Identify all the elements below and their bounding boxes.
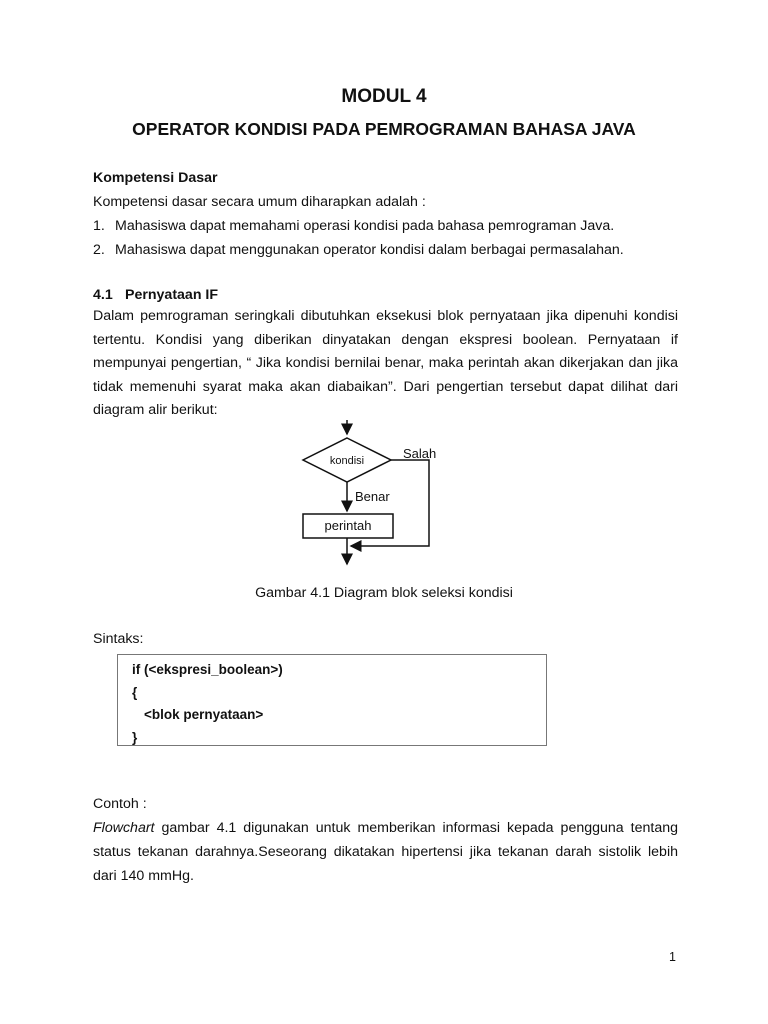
code-line: { (132, 684, 138, 700)
action-label: perintah (324, 518, 372, 533)
syntax-label: Sintaks: (93, 631, 144, 647)
page-number: 1 (669, 950, 676, 964)
module-title: MODUL 4 (341, 86, 427, 107)
code-line: } (132, 729, 138, 745)
true-label: Benar (355, 489, 390, 504)
competence-list (93, 214, 678, 262)
code-line: if (<ekspresi_boolean>) (132, 662, 283, 677)
flowchart-diagram (295, 418, 475, 568)
list-item (93, 214, 678, 238)
example-italic-word: Flowchart (93, 820, 155, 836)
syntax-code-box (117, 654, 547, 746)
competence-intro: Kompetensi dasar secara umum diharapkan adalah : (93, 194, 426, 210)
competence-section (93, 166, 678, 262)
section-heading (93, 283, 678, 307)
list-item (93, 238, 678, 262)
code-line: <blok pernyataan> (144, 707, 264, 722)
section-title: Pernyataan IF (125, 287, 219, 303)
figure-caption: Gambar 4.1 Diagram blok seleksi kondisi (255, 585, 513, 601)
section-number: 4.1 (93, 287, 113, 303)
example-label: Contoh : (93, 796, 147, 812)
competence-heading: Kompetensi Dasar (93, 170, 218, 186)
list-text: Mahasiswa dapat memahami operasi kondisi pada bahasa pemrograman Java. (115, 218, 615, 234)
list-text: Mahasiswa dapat menggunakan operator kondisi dalam berbagai permasalahan. (115, 242, 624, 258)
example-text: gambar 4.1 digunakan untuk memberikan informasi kepada pengguna tentang status tekanan darahnya.Seseorang dikatakan hipertensi jika tekanan darah sistolik lebih dari 140 mmHg. (93, 820, 678, 884)
condition-label: kondisi (329, 455, 365, 467)
section-paragraph: Dalam pemrograman seringkali dibutuhkan eksekusi blok pernyataan jika dipenuhi kondisi tertentu. Kondisi yang diberikan dinyatakan dengan ekspresi boolean. Pernyataan if mempunyai pengertian, “ Jika kondisi bernilai benar, maka perintah akan dikerjakan dan jika tidak memenuhi syarat maka akan diabaikan”. Dari pengertian tersebut dapat dilihat dari diagram alir berikut: (93, 308, 678, 418)
false-label: Salah (403, 446, 437, 461)
list-number: 2. (93, 242, 105, 258)
list-number: 1. (93, 218, 105, 234)
page-title: OPERATOR KONDISI PADA PEMROGRAMAN BAHASA JAVA (132, 119, 636, 139)
example-paragraph (93, 816, 678, 888)
